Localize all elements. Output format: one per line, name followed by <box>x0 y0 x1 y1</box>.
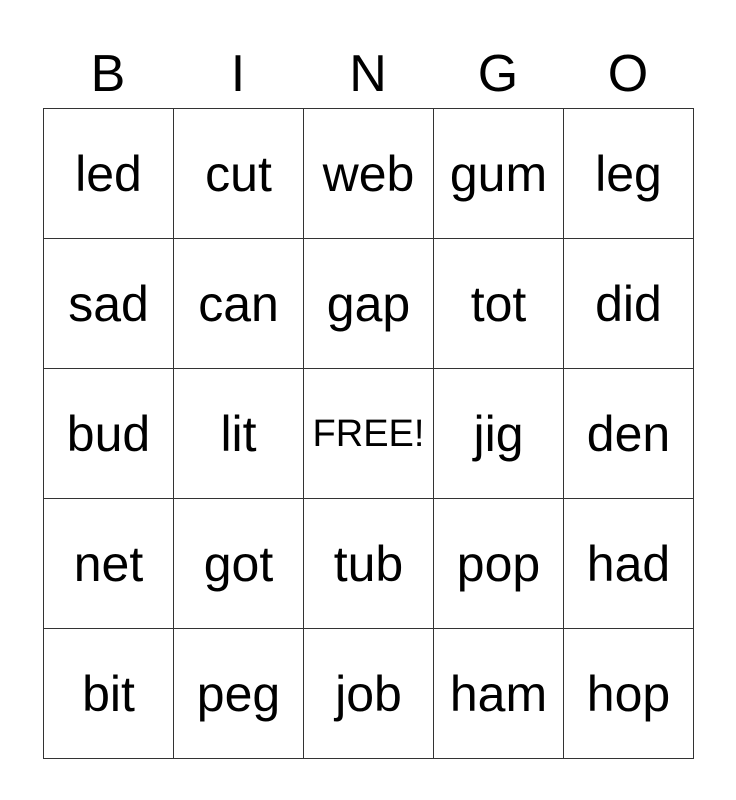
free-space-cell[interactable]: FREE! <box>304 369 434 499</box>
bingo-cell[interactable]: bit <box>44 629 174 759</box>
header-letter-o: O <box>607 45 649 103</box>
bingo-cell[interactable]: tot <box>434 239 564 369</box>
bingo-card <box>43 40 693 759</box>
bingo-cell[interactable]: net <box>44 499 174 629</box>
bingo-cell[interactable]: tub <box>304 499 434 629</box>
bingo-cell[interactable]: jig <box>434 369 564 499</box>
bingo-cell[interactable]: hop <box>564 629 694 759</box>
bingo-cell[interactable]: ham <box>434 629 564 759</box>
bingo-header <box>43 40 693 108</box>
bingo-cell[interactable]: peg <box>174 629 304 759</box>
bingo-grid <box>43 108 694 759</box>
bingo-cell[interactable]: can <box>174 239 304 369</box>
bingo-cell[interactable]: cut <box>174 109 304 239</box>
bingo-cell[interactable]: sad <box>44 239 174 369</box>
bingo-cell[interactable]: job <box>304 629 434 759</box>
bingo-cell[interactable]: lit <box>174 369 304 499</box>
bingo-cell[interactable]: gum <box>434 109 564 239</box>
header-letter-n: N <box>349 45 387 103</box>
bingo-cell[interactable]: leg <box>564 109 694 239</box>
bingo-cell[interactable]: web <box>304 109 434 239</box>
bingo-cell[interactable]: pop <box>434 499 564 629</box>
header-letter-i: I <box>230 45 246 103</box>
header-letter-b: B <box>90 45 126 103</box>
bingo-cell[interactable]: gap <box>304 239 434 369</box>
bingo-cell[interactable]: led <box>44 109 174 239</box>
bingo-cell[interactable]: bud <box>44 369 174 499</box>
header-letter-g: G <box>477 45 519 103</box>
bingo-cell[interactable]: did <box>564 239 694 369</box>
bingo-cell[interactable]: had <box>564 499 694 629</box>
bingo-cell[interactable]: got <box>174 499 304 629</box>
bingo-cell[interactable]: den <box>564 369 694 499</box>
